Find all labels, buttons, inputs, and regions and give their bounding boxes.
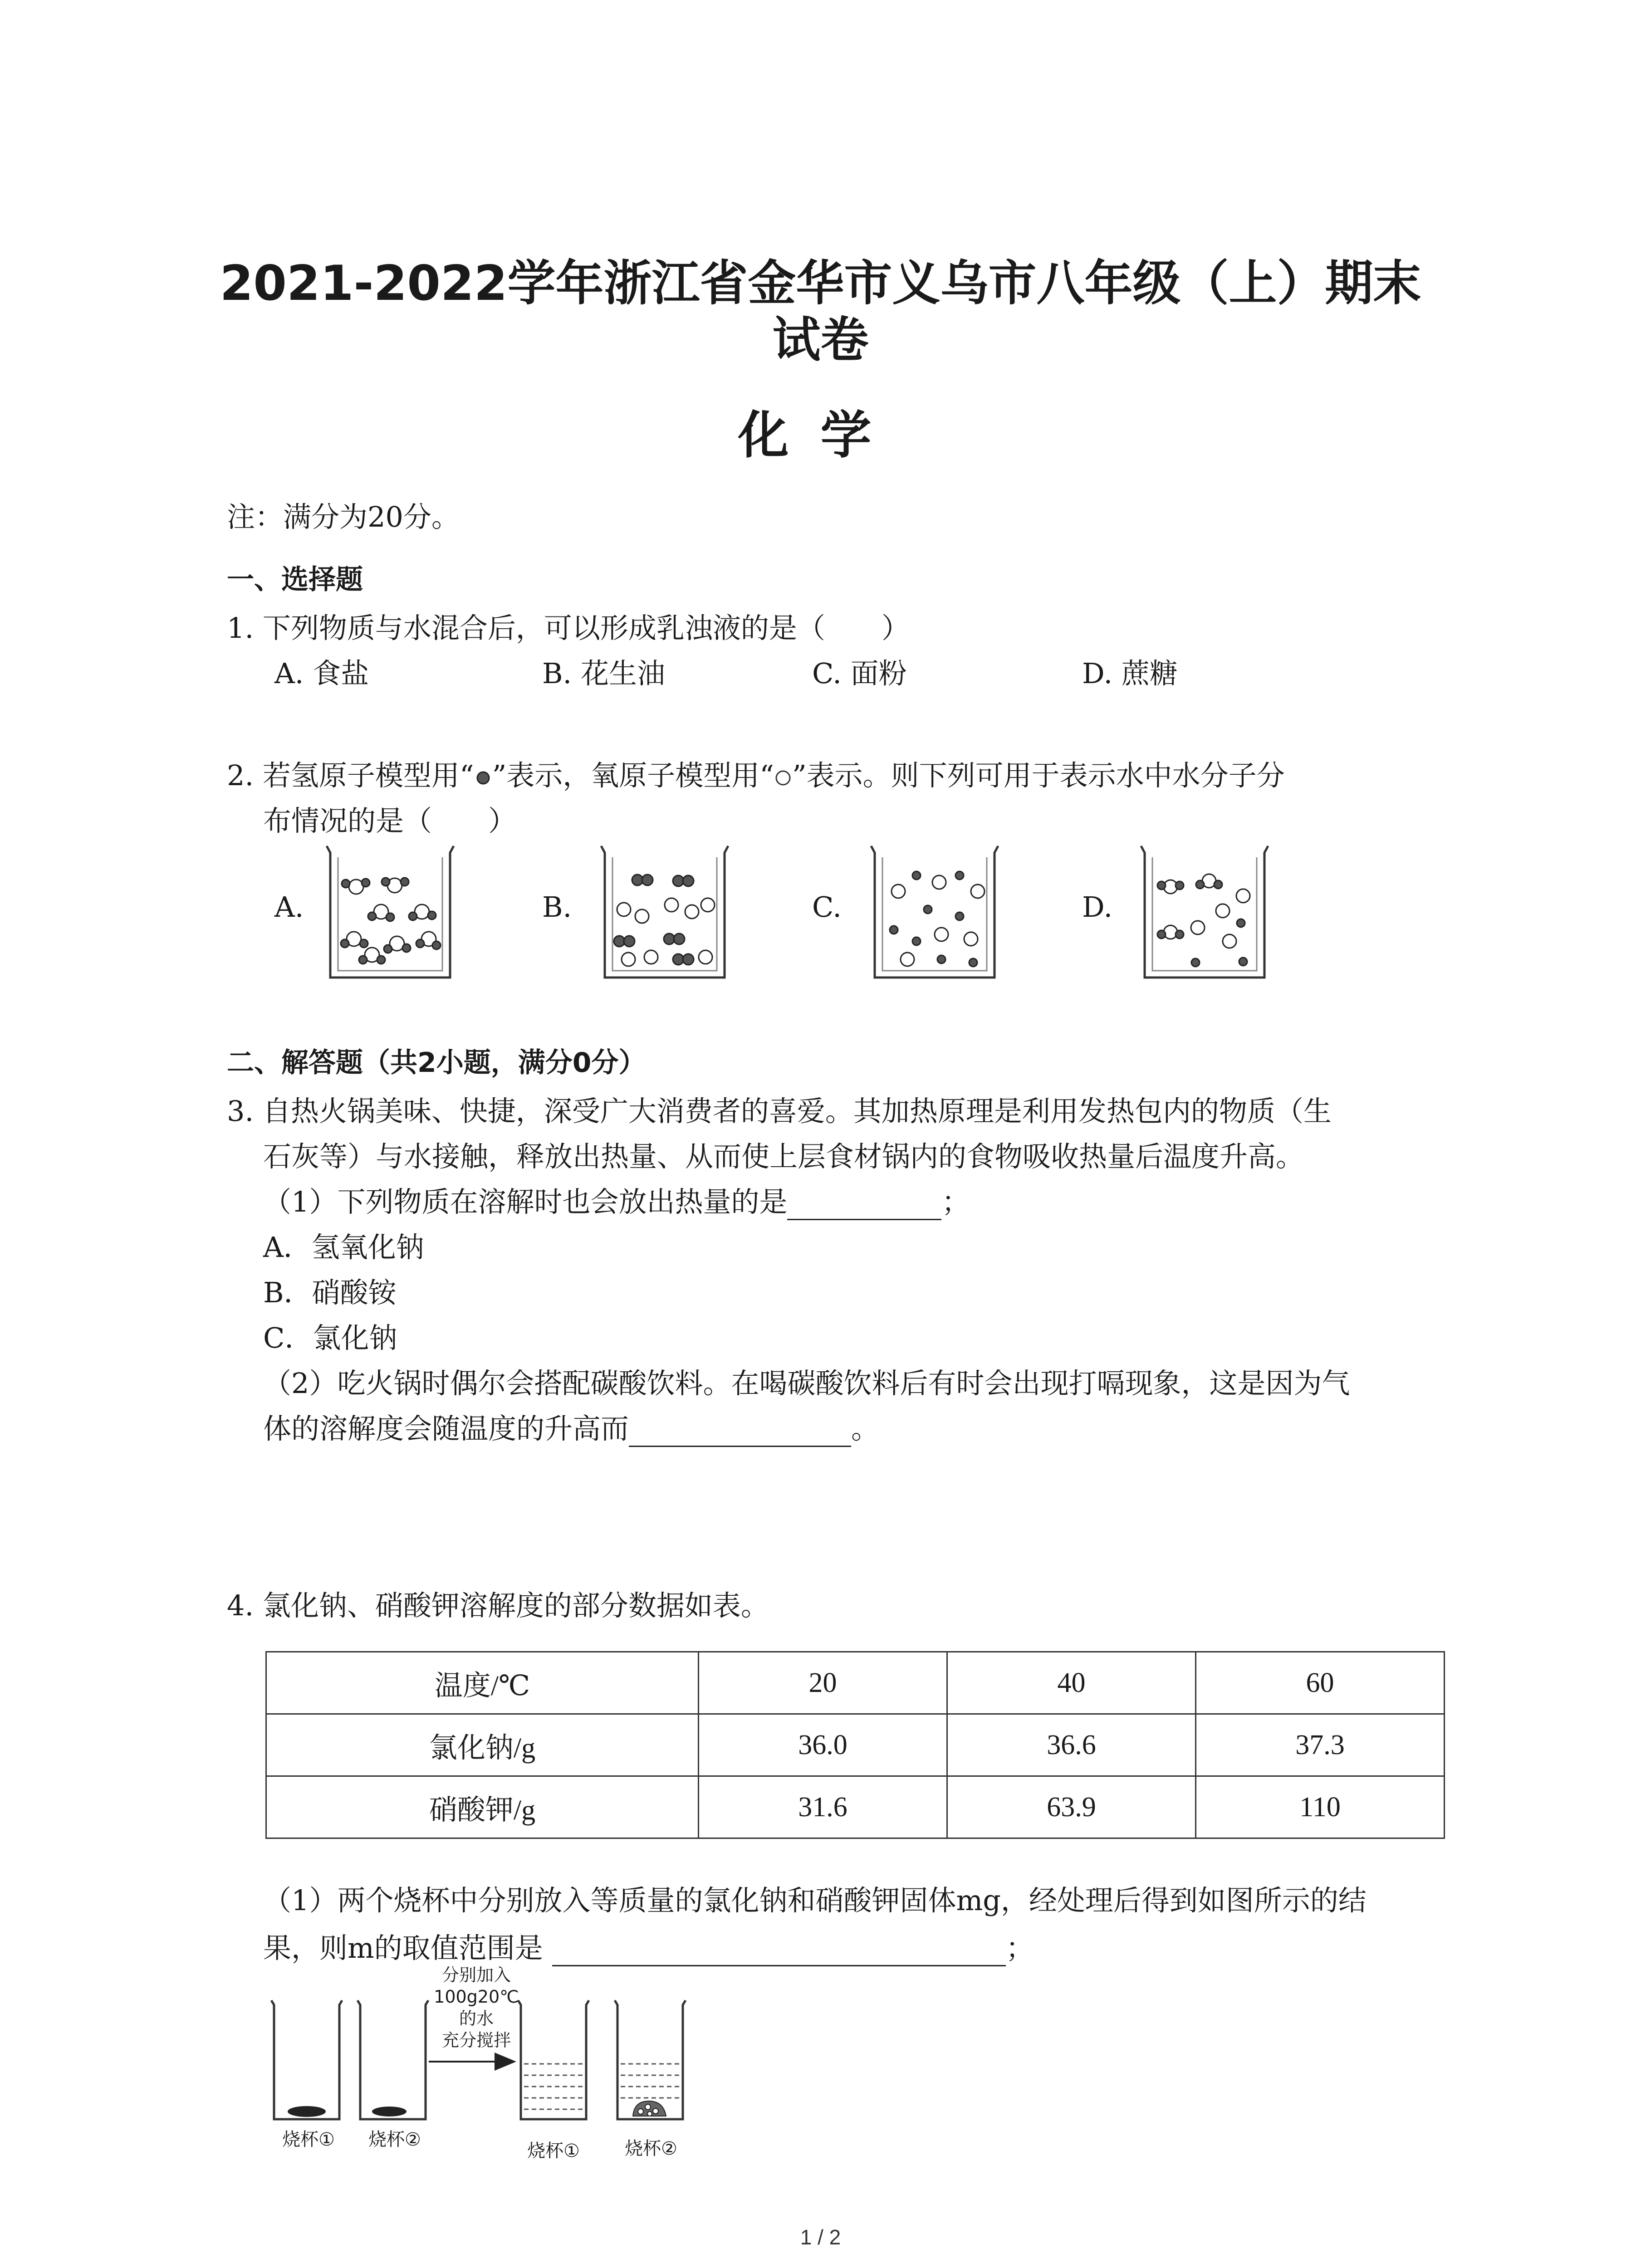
table-cell: 36.6: [947, 1714, 1196, 1776]
beaker-2-after: [615, 2000, 686, 2119]
q1-stem: 1. 下列物质与水混合后，可以形成乳浊液的是（ ）: [227, 611, 910, 645]
q2-option-c-label: C.: [812, 890, 842, 924]
section2-heading: 二、解答题（共2小题，满分0分）: [227, 1047, 646, 1079]
q4-sub1-blank[interactable]: [552, 1937, 1006, 1966]
q2-stem-line1: [227, 758, 1285, 794]
q4-sub1-line1: （1）两个烧杯中分别放入等质量的氯化钠和硝酸钾固体mg，经处理后得到如图所示的结: [263, 1884, 1367, 1917]
oxygen-atom-icon: [774, 769, 792, 787]
table-cell: 硝酸钾/g: [266, 1776, 699, 1838]
q3-sub1: [263, 1184, 970, 1220]
q3-sub1-end: ；: [941, 1185, 970, 1218]
q2-stem-part-c: ”表示。则下列可用于表示水中水分子分: [792, 759, 1285, 792]
q3-choice-a: A．氢氧化钠: [263, 1231, 424, 1264]
process-text-line: 分别加入: [441, 1965, 511, 1985]
section1-heading: 一、选择题: [227, 564, 363, 596]
page-number: 1 / 2: [800, 2225, 841, 2249]
q2-stem-part-b: ”表示，氧原子模型用“: [492, 759, 774, 792]
process-text-line: 100g20℃: [434, 1987, 519, 2007]
q3-choice-b: B．硝酸铵: [263, 1276, 397, 1309]
q1-option-b: B. 花生油: [542, 657, 665, 690]
table-cell: 31.6: [699, 1776, 947, 1838]
q3-sub2-line2: [263, 1411, 879, 1447]
q1-option-a: A. 食盐: [274, 657, 369, 690]
table-header-row: [266, 1652, 1445, 1714]
q4-sub1-text: 果，则m的取值范围是: [263, 1931, 543, 1965]
q3-sub1-text: （1）下列物质在溶解时也会放出热量的是: [263, 1185, 788, 1218]
table-header-cell: 40: [947, 1652, 1196, 1714]
beaker-label: 烧杯②: [368, 2129, 421, 2150]
beaker-label: 烧杯②: [625, 2138, 677, 2159]
table-row: [266, 1714, 1445, 1776]
table-header-cell: 20: [699, 1652, 947, 1714]
table-header-cell: 60: [1196, 1652, 1445, 1714]
exam-title-line2: 试卷: [772, 312, 869, 368]
table-cell: 37.3: [1196, 1714, 1445, 1776]
beaker-1-before: [271, 2000, 342, 2119]
process-text-line: 的水: [459, 2009, 494, 2028]
q2-beaker-a: [318, 844, 463, 984]
table-header-cell: 温度/℃: [266, 1652, 699, 1714]
q2-stem-part-a: 2. 若氢原子模型用“: [227, 759, 474, 792]
process-text-line: 充分搅拌: [441, 2030, 511, 2050]
q2-beaker-c: [862, 844, 1007, 984]
table-cell: 63.9: [947, 1776, 1196, 1838]
subject-title: 化学: [738, 406, 903, 465]
table-cell: 110: [1196, 1776, 1445, 1838]
q2-stem-line2: 布情况的是（ ）: [263, 804, 517, 837]
q2-option-a-label: A.: [274, 890, 304, 924]
solubility-table: [265, 1651, 1445, 1839]
q3-sub2-text: 体的溶解度会随温度的升高而: [263, 1412, 629, 1445]
q2-option-b-label: B.: [542, 890, 572, 924]
beaker-2-before: [358, 2000, 428, 2119]
q3-sub2-end: 。: [851, 1412, 880, 1445]
q1-option-c: C. 面粉: [812, 657, 907, 690]
score-note: 注：满分为20分。: [227, 500, 460, 533]
beaker-label: 烧杯①: [282, 2129, 335, 2150]
q4-stem: 4. 氯化钠、硝酸钾溶解度的部分数据如表。: [227, 1589, 769, 1622]
table-cell: 氯化钠/g: [266, 1714, 699, 1776]
q4-sub1-end: ；: [1005, 1931, 1034, 1965]
process-text: [422, 1964, 531, 2051]
beaker-label: 烧杯①: [527, 2141, 580, 2161]
q1-option-d: D. 蔗糖: [1082, 657, 1178, 690]
exam-title-line1: 2021-2022学年浙江省金华市义乌市八年级（上）期末: [220, 255, 1421, 311]
table-cell: 36.0: [699, 1714, 947, 1776]
q3-line2: 石灰等）与水接触，释放出热量、从而使上层食材锅内的食物吸收热量后温度升高。: [263, 1140, 1304, 1173]
table-row: [266, 1776, 1445, 1838]
q2-option-d-label: D.: [1082, 890, 1113, 924]
q3-sub1-blank[interactable]: [787, 1191, 941, 1220]
q3-sub2-blank[interactable]: [629, 1418, 851, 1447]
q3-choice-c: C．氯化钠: [263, 1321, 397, 1354]
q3-line1: 3. 自热火锅美味、快捷，深受广大消费者的喜爱。其加热原理是利用发热包内的物质（生: [227, 1095, 1332, 1128]
q2-beaker-b: [592, 844, 737, 984]
q2-beaker-d: [1132, 844, 1277, 984]
q3-sub2-line1: （2）吃火锅时偶尔会搭配碳酸饮料。在喝碳酸饮料后有时会出现打嗝现象，这是因为气: [263, 1367, 1350, 1400]
q4-sub1-line2: [263, 1930, 1034, 1966]
hydrogen-atom-icon: [474, 769, 492, 787]
